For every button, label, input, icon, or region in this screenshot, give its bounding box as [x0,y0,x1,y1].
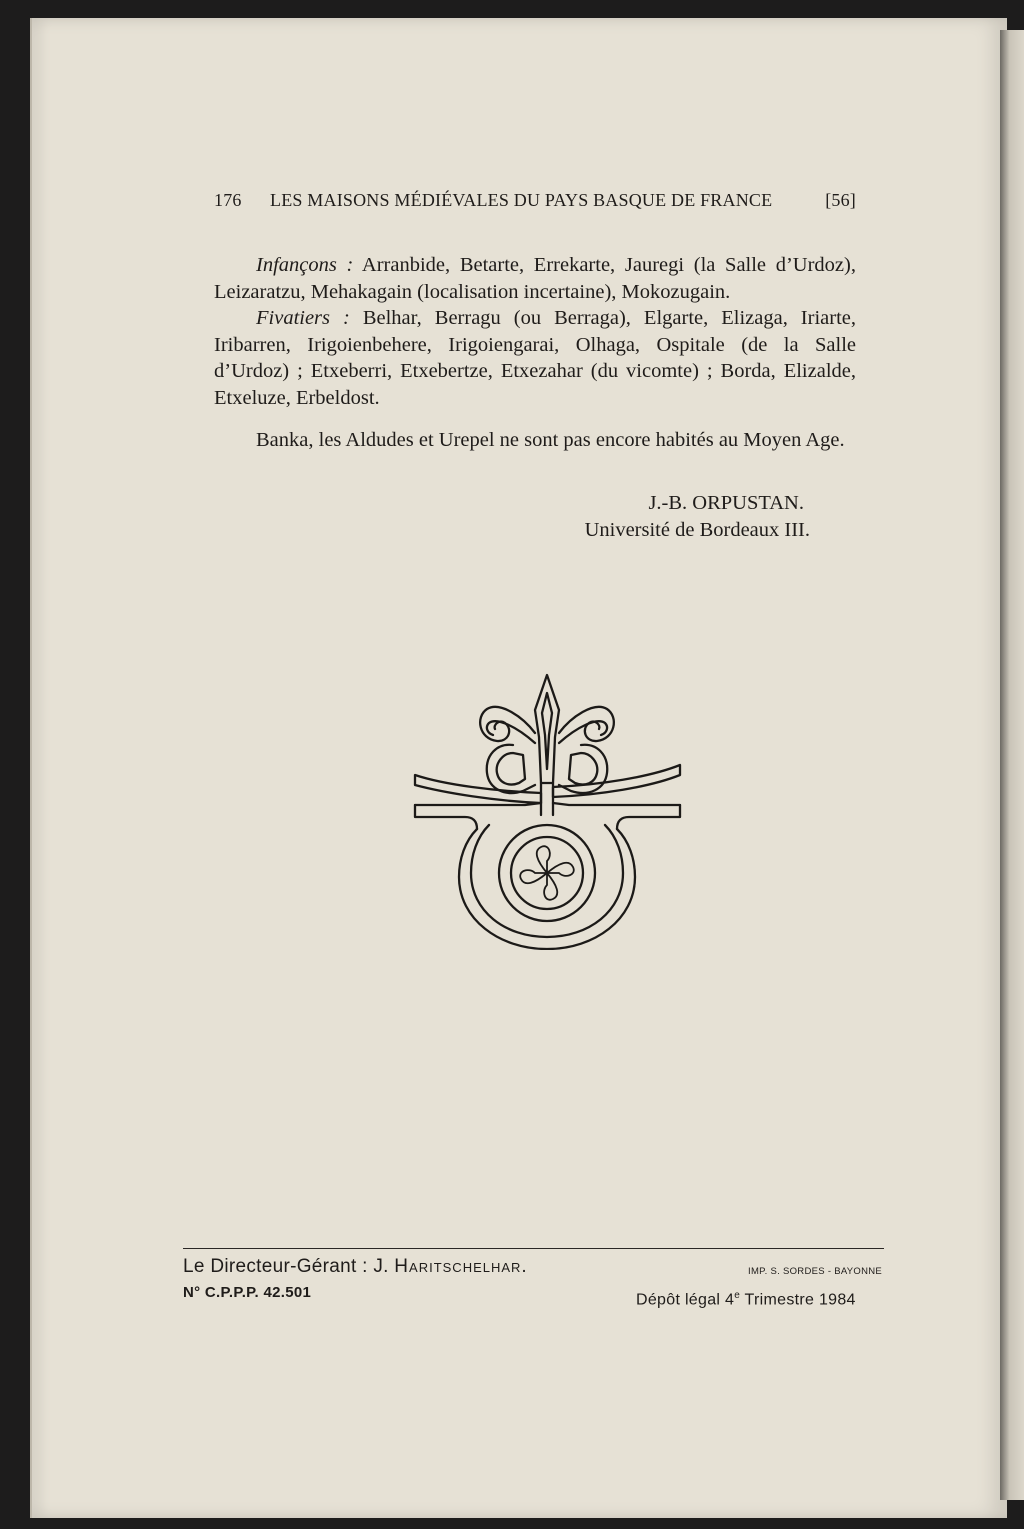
paragraph-label: Fivatiers : [256,307,350,329]
basque-lauburu-emblem-icon [405,665,690,950]
paragraph-text: Arranbide, Betarte, Errekarte, Jauregi (la Salle d’Urdoz), Leizaratzu, Mehakagain (localisation incertaine), Mokozugain. [214,254,856,303]
note-reference: [56] [825,190,856,210]
page-number: 176 [214,190,242,210]
cppp-number: N° C.P.P.P. 42.501 [183,1284,312,1301]
director-prefix: Le Directeur-Gérant : J. [183,1256,395,1277]
legal-deposit [636,1290,856,1309]
paragraph-label: Infançons : [256,254,354,276]
legal-deposit-prefix: Dépôt légal 4 [636,1291,735,1309]
author-affiliation: Université de Bordeaux III. [584,519,810,541]
director-name: Haritschelhar. [394,1256,528,1277]
paragraph-fivatiers [214,305,856,411]
running-title: LES MAISONS MÉDIÉVALES DU PAYS BASQUE DE FRANCE [270,190,773,210]
legal-deposit-superscript: e [734,1290,741,1301]
footer-rule [183,1248,884,1249]
signature-block [540,490,810,544]
director-line [183,1256,528,1278]
paragraph-infancons [214,252,856,305]
paragraph-text: Belhar, Berragu (ou Berraga), Elgarte, Elizaga, Iriarte, Iribarren, Irigoienbehere, Irigoiengarai, Olhaga, Ospitale (de la Salle d’Urdoz) ; Etxeberri, Etxebertze, Etxezahar (du vicomte) ; Borda, Elizalde, Etxeluze, Erbeldost. [214,307,857,409]
facing-page-edge [1000,30,1024,1500]
printer-imprint: IMP. S. SORDES - BAYONNE [748,1266,883,1277]
running-head [214,190,856,216]
body-text [214,252,856,454]
paragraph-text: Banka, les Aldudes et Urepel ne sont pas encore habités au Moyen Age. [256,429,845,451]
legal-deposit-suffix: Trimestre 1984 [740,1291,856,1309]
paragraph-banka [214,427,856,454]
author-name: J.-B. ORPUSTAN. [648,492,804,514]
